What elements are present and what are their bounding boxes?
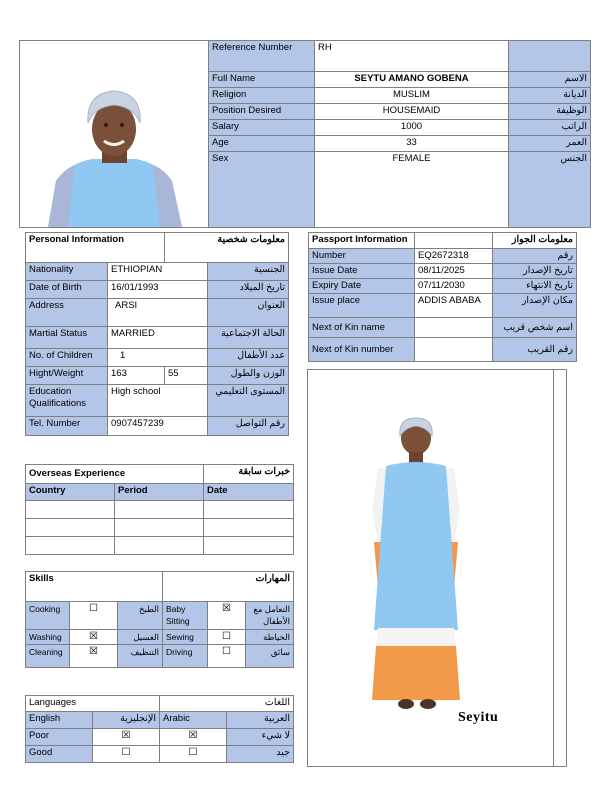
dob-value: 16/01/1993 <box>108 281 208 299</box>
babysitting-label: Baby Sitting <box>163 602 208 630</box>
age-label: Age <box>209 136 315 152</box>
age-value: 33 <box>315 136 509 152</box>
tel-value: 0907457239 <box>108 417 208 436</box>
education-label-ar: المستوى التعليمي <box>208 385 289 417</box>
religion-label: Religion <box>209 88 315 104</box>
driving-label-ar: سائق <box>246 645 294 668</box>
arabic-label-ar: العربية <box>227 712 294 729</box>
portrait-photo-frame <box>19 40 210 228</box>
position-value: HOUSEMAID <box>315 104 509 120</box>
issue-date-label: Issue Date <box>309 264 415 279</box>
experience-title-ar: خبرات سابقة <box>204 465 294 484</box>
good-label-ar: جيد <box>227 746 294 763</box>
table-row <box>26 519 294 537</box>
religion-value: MUSLIM <box>315 88 509 104</box>
arabic-good-checkbox[interactable]: ☐ <box>160 746 227 763</box>
english-good-checkbox[interactable]: ☐ <box>93 746 160 763</box>
cleaning-label: Cleaning <box>26 645 70 668</box>
experience-col-date: Date <box>204 484 294 501</box>
tel-label: Tel. Number <box>26 417 108 436</box>
height-value: 163 <box>108 367 165 385</box>
poor-label: Poor <box>26 729 93 746</box>
full-body-photo-frame <box>307 369 567 767</box>
washing-checkbox[interactable]: ☒ <box>70 630 118 645</box>
washing-label: Washing <box>26 630 70 645</box>
english-poor-checkbox[interactable]: ☒ <box>93 729 160 746</box>
children-label: No. of Children <box>26 349 108 367</box>
education-label: Education Qualifications <box>26 385 108 417</box>
full-name-label-ar: الاسم <box>509 72 591 88</box>
kin-name-value <box>415 318 493 338</box>
height-weight-label: Hight/Weight <box>26 367 108 385</box>
driving-checkbox[interactable]: ☐ <box>208 645 246 668</box>
full-body-photo <box>308 370 553 766</box>
address-label-ar: العنوان <box>208 299 289 327</box>
kin-name-label: Next of Kin name <box>309 318 415 338</box>
kin-number-value <box>415 338 493 362</box>
languages-title: Languages <box>26 696 160 712</box>
experience-title: Overseas Experience <box>26 465 204 484</box>
sex-label: Sex <box>209 152 315 228</box>
dob-label: Date of Birth <box>26 281 108 299</box>
age-label-ar: العمر <box>509 136 591 152</box>
height-weight-label-ar: الوزن والطول <box>208 367 289 385</box>
religion-label-ar: الديانة <box>509 88 591 104</box>
cooking-label: Cooking <box>26 602 70 630</box>
english-label-ar: الإنجليزية <box>93 712 160 729</box>
passport-info-table <box>308 232 577 362</box>
experience-col-country: Country <box>26 484 115 501</box>
cooking-label-ar: الطبخ <box>118 602 163 630</box>
poor-label-ar: لا شيء <box>227 729 294 746</box>
good-label: Good <box>26 746 93 763</box>
passport-info-title: Passport Information <box>309 233 415 249</box>
arabic-poor-checkbox[interactable]: ☒ <box>160 729 227 746</box>
issue-place-label-ar: مكان الإصدار <box>493 294 577 318</box>
children-value: 1 <box>108 349 208 367</box>
reference-number-label: Reference Number <box>209 41 315 72</box>
reference-number-label-ar <box>509 41 591 72</box>
overseas-experience-table <box>25 464 294 555</box>
children-label-ar: عدد الأطفال <box>208 349 289 367</box>
education-value: High school <box>108 385 208 417</box>
nationality-label-ar: الجنسية <box>208 263 289 281</box>
issue-place-label: Issue place <box>309 294 415 318</box>
passport-number-label: Number <box>309 249 415 264</box>
weight-value: 55 <box>165 367 208 385</box>
cooking-checkbox[interactable]: ☐ <box>70 602 118 630</box>
sex-label-ar: الجنس <box>509 152 591 228</box>
skills-title-ar: المهارات <box>163 572 294 602</box>
skills-title: Skills <box>26 572 163 602</box>
issue-date-label-ar: تاريخ الإصدار <box>493 264 577 279</box>
babysitting-checkbox[interactable]: ☒ <box>208 602 246 630</box>
languages-table <box>25 695 294 763</box>
passport-number-label-ar: رقم <box>493 249 577 264</box>
full-name-value: SEYTU AMANO GOBENA <box>315 72 509 88</box>
marital-status-label: Martial Status <box>26 327 108 349</box>
expiry-date-label: Expiry Date <box>309 279 415 294</box>
expiry-date-label-ar: تاريخ الانتهاء <box>493 279 577 294</box>
issue-place-value: ADDIS ABABA <box>415 294 493 318</box>
expiry-date-value: 07/11/2030 <box>415 279 493 294</box>
address-value: ARSI <box>108 299 208 327</box>
sex-value: FEMALE <box>315 152 509 228</box>
salary-value: 1000 <box>315 120 509 136</box>
nationality-value: ETHIOPIAN <box>108 263 208 281</box>
personal-info-title-ar: معلومات شخصية <box>165 233 289 263</box>
english-label: English <box>26 712 93 729</box>
babysitting-label-ar: التعامل مع الأطفال <box>246 602 294 630</box>
full-name-label: Full Name <box>209 72 315 88</box>
cleaning-checkbox[interactable]: ☒ <box>70 645 118 668</box>
sewing-label: Sewing <box>163 630 208 645</box>
personal-info-title: Personal Information <box>26 233 165 263</box>
sewing-label-ar: الخياطة <box>246 630 294 645</box>
personal-info-table <box>25 232 289 436</box>
salary-label: Salary <box>209 120 315 136</box>
reference-number-value: RH <box>315 41 509 72</box>
sewing-checkbox[interactable]: ☐ <box>208 630 246 645</box>
cleaning-label-ar: التنظيف <box>118 645 163 668</box>
issue-date-value: 08/11/2025 <box>415 264 493 279</box>
marital-status-label-ar: الحالة الاجتماعية <box>208 327 289 349</box>
driving-label: Driving <box>163 645 208 668</box>
tel-label-ar: رقم التواصل <box>208 417 289 436</box>
washing-label-ar: الغسيل <box>118 630 163 645</box>
position-label: Position Desired <box>209 104 315 120</box>
photo-caption: Seyitu <box>458 710 499 725</box>
languages-title-ar: اللغات <box>160 696 294 712</box>
experience-col-period: Period <box>115 484 204 501</box>
table-row <box>26 537 294 555</box>
nationality-label: Nationality <box>26 263 108 281</box>
header-info-table <box>208 40 591 228</box>
kin-number-label: Next of Kin number <box>309 338 415 362</box>
salary-label-ar: الراتب <box>509 120 591 136</box>
kin-name-label-ar: اسم شخص قريب <box>493 318 577 338</box>
dob-label-ar: تاريخ الميلاد <box>208 281 289 299</box>
table-row <box>26 501 294 519</box>
portrait-photo <box>20 41 209 227</box>
passport-number-value: EQ2672318 <box>415 249 493 264</box>
passport-info-title-ar: معلومات الجواز <box>493 233 577 249</box>
kin-number-label-ar: رقم القريب <box>493 338 577 362</box>
address-label: Address <box>26 299 108 327</box>
arabic-label: Arabic <box>160 712 227 729</box>
marital-status-value: MARRIED <box>108 327 208 349</box>
position-label-ar: الوظيفة <box>509 104 591 120</box>
skills-table <box>25 571 294 668</box>
